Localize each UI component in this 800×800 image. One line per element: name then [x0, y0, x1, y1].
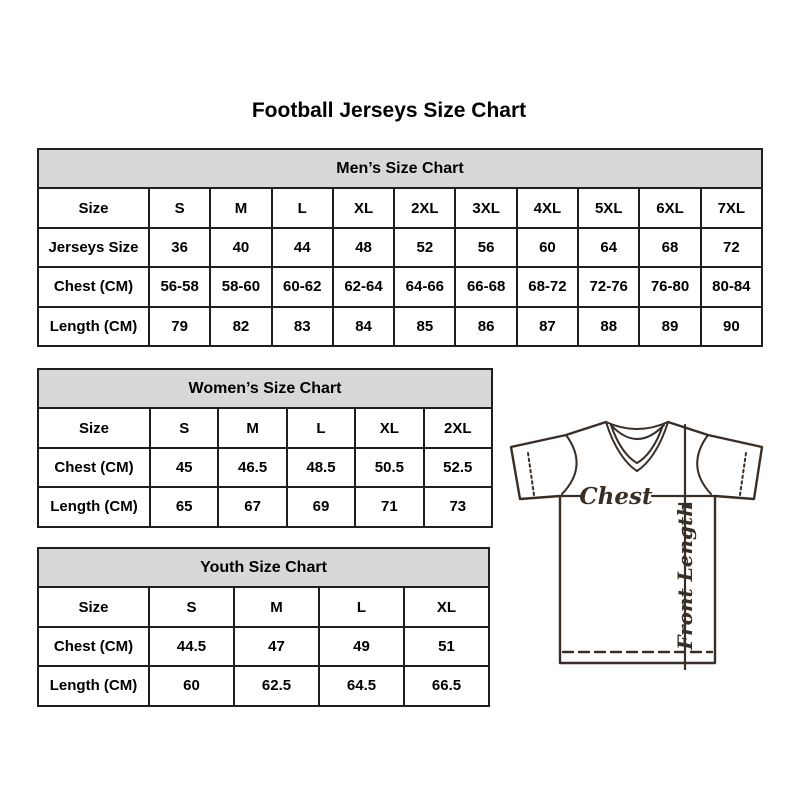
chest-label: Chest [579, 483, 653, 510]
womens-cell-r1c3: 48.5 [287, 448, 355, 487]
mens-cell-r2c3: 60-62 [272, 267, 333, 306]
youth-row-label: Length (CM) [38, 666, 149, 705]
mens-cell-r3c8: 88 [578, 307, 639, 346]
mens-cell-r3c4: 84 [333, 307, 394, 346]
mens-cell-r3c7: 87 [517, 307, 578, 346]
youth-cell-r2c1: 60 [149, 666, 234, 705]
youth-cell-r2c4: 66.5 [404, 666, 489, 705]
mens-cell-r3c1: 79 [149, 307, 210, 346]
youth-cell-r1c1: 44.5 [149, 627, 234, 666]
youth-size-table [37, 547, 490, 707]
mens-cell-r2c5: 64-66 [394, 267, 455, 306]
page-title: Football Jerseys Size Chart [251, 99, 527, 122]
mens-cell-r0c8: 5XL [578, 188, 639, 227]
mens-cell-r0c7: 4XL [517, 188, 578, 227]
womens-cell-r0c1: S [150, 408, 218, 447]
mens-cell-r0c6: 3XL [455, 188, 516, 227]
youth-row-label: Size [38, 587, 149, 626]
mens-cell-r1c4: 48 [333, 228, 394, 267]
mens-table-title: Men’s Size Chart [38, 149, 762, 188]
right-sleeve-stitch-line [740, 453, 746, 495]
left-sleeve-stitch-line [528, 453, 534, 495]
youth-cell-r2c3: 64.5 [319, 666, 404, 705]
jersey-outline [511, 422, 762, 663]
mens-cell-r1c2: 40 [210, 228, 271, 267]
womens-row-label: Chest (CM) [38, 448, 150, 487]
mens-cell-r1c1: 36 [149, 228, 210, 267]
mens-cell-r1c8: 64 [578, 228, 639, 267]
youth-cell-r0c3: L [319, 587, 404, 626]
mens-cell-r1c3: 44 [272, 228, 333, 267]
womens-cell-r1c1: 45 [150, 448, 218, 487]
mens-cell-r0c5: 2XL [394, 188, 455, 227]
mens-row-label: Chest (CM) [38, 267, 149, 306]
womens-row-label: Size [38, 408, 150, 447]
youth-cell-r2c2: 62.5 [234, 666, 319, 705]
mens-cell-r3c10: 90 [701, 307, 762, 346]
mens-cell-r3c3: 83 [272, 307, 333, 346]
mens-cell-r1c7: 60 [517, 228, 578, 267]
front-length-label: Front Length [673, 502, 697, 650]
womens-cell-r0c4: XL [355, 408, 423, 447]
womens-cell-r2c2: 67 [218, 487, 286, 526]
mens-row-label: Jerseys Size [38, 228, 149, 267]
youth-cell-r1c2: 47 [234, 627, 319, 666]
mens-cell-r3c9: 89 [639, 307, 700, 346]
womens-cell-r2c3: 69 [287, 487, 355, 526]
womens-size-table [37, 368, 493, 528]
mens-cell-r2c9: 76-80 [639, 267, 700, 306]
left-armhole-seam [562, 435, 577, 494]
mens-cell-r0c9: 6XL [639, 188, 700, 227]
mens-cell-r0c10: 7XL [701, 188, 762, 227]
youth-row-label: Chest (CM) [38, 627, 149, 666]
mens-cell-r2c4: 62-64 [333, 267, 394, 306]
mens-row-label: Size [38, 188, 149, 227]
mens-cell-r0c2: M [210, 188, 271, 227]
mens-cell-r2c10: 80-84 [701, 267, 762, 306]
mens-cell-r3c5: 85 [394, 307, 455, 346]
womens-cell-r2c5: 73 [424, 487, 492, 526]
womens-cell-r0c5: 2XL [424, 408, 492, 447]
youth-cell-r0c4: XL [404, 587, 489, 626]
mens-cell-r0c4: XL [333, 188, 394, 227]
mens-cell-r3c6: 86 [455, 307, 516, 346]
youth-cell-r0c1: S [149, 587, 234, 626]
mens-cell-r2c2: 58-60 [210, 267, 271, 306]
womens-row-label: Length (CM) [38, 487, 150, 526]
womens-cell-r1c4: 50.5 [355, 448, 423, 487]
jersey-measurement-diagram [505, 408, 767, 670]
womens-cell-r0c2: M [218, 408, 286, 447]
mens-cell-r2c7: 68-72 [517, 267, 578, 306]
womens-cell-r2c4: 71 [355, 487, 423, 526]
youth-cell-r1c3: 49 [319, 627, 404, 666]
womens-table-title: Women’s Size Chart [38, 369, 492, 408]
womens-cell-r0c3: L [287, 408, 355, 447]
mens-size-table [37, 148, 763, 347]
mens-cell-r1c10: 72 [701, 228, 762, 267]
mens-cell-r1c9: 68 [639, 228, 700, 267]
youth-cell-r1c4: 51 [404, 627, 489, 666]
right-armhole-seam [697, 435, 711, 494]
mens-cell-r2c6: 66-68 [455, 267, 516, 306]
womens-cell-r1c2: 46.5 [218, 448, 286, 487]
mens-cell-r0c1: S [149, 188, 210, 227]
youth-cell-r0c2: M [234, 587, 319, 626]
youth-table-title: Youth Size Chart [38, 548, 489, 587]
womens-cell-r1c5: 52.5 [424, 448, 492, 487]
mens-row-label: Length (CM) [38, 307, 149, 346]
womens-cell-r2c1: 65 [150, 487, 218, 526]
mens-cell-r2c1: 56-58 [149, 267, 210, 306]
mens-cell-r1c6: 56 [455, 228, 516, 267]
mens-cell-r2c8: 72-76 [578, 267, 639, 306]
mens-cell-r0c3: L [272, 188, 333, 227]
mens-cell-r3c2: 82 [210, 307, 271, 346]
mens-cell-r1c5: 52 [394, 228, 455, 267]
